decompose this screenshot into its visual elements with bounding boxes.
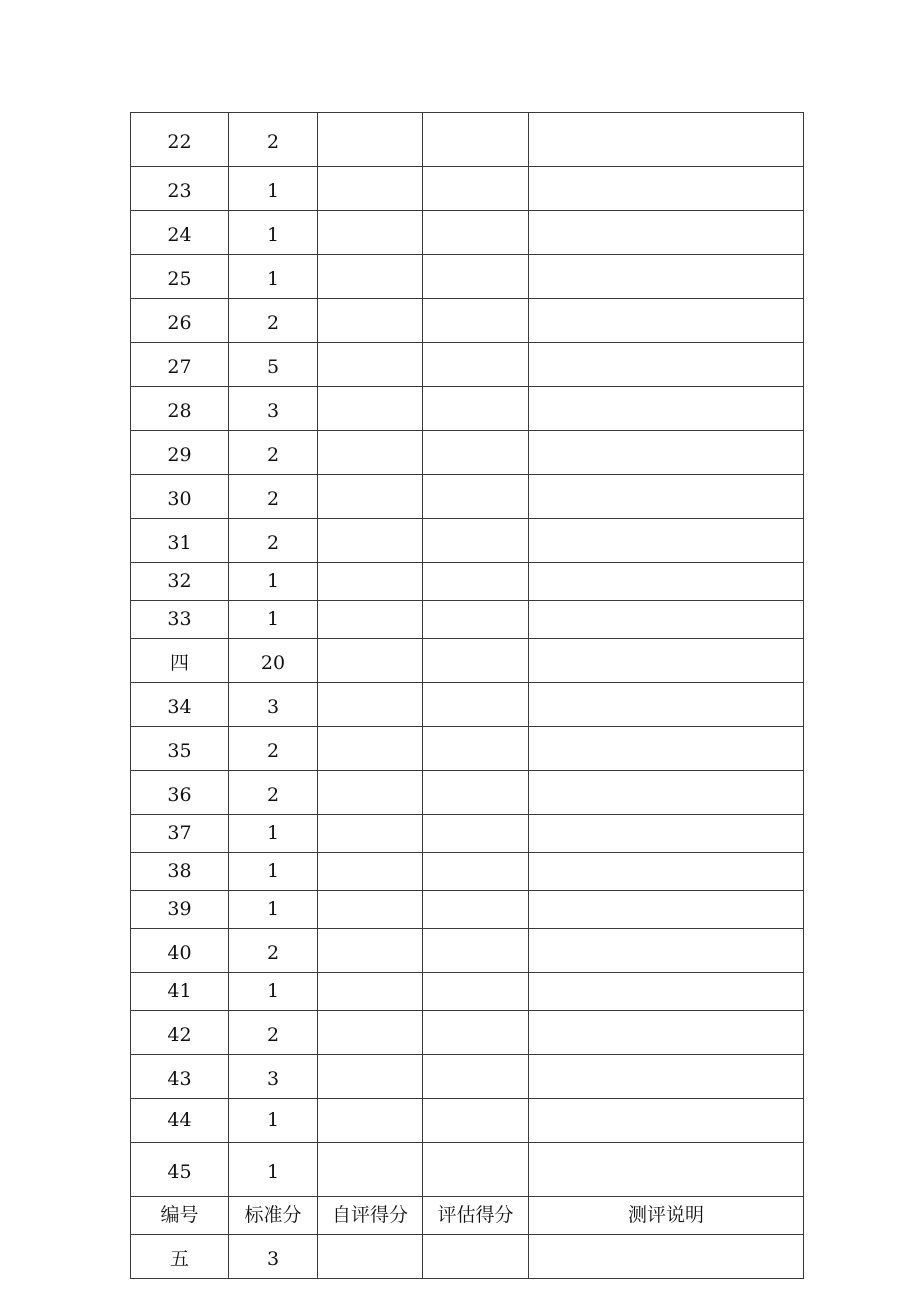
assess-score-cell[interactable] — [423, 771, 529, 815]
table-row — [131, 299, 804, 343]
note-cell[interactable] — [529, 601, 804, 639]
table-row — [131, 683, 804, 727]
note-cell[interactable] — [529, 211, 804, 255]
assess-score-cell[interactable] — [423, 601, 529, 639]
table-row — [131, 563, 804, 601]
assess-score-cell[interactable] — [423, 255, 529, 299]
table-row — [131, 255, 804, 299]
note-cell[interactable] — [529, 1055, 804, 1099]
item-id-cell: 37 — [131, 815, 229, 853]
item-id-cell: 32 — [131, 563, 229, 601]
standard-score-cell: 2 — [229, 519, 318, 563]
standard-score-cell: 3 — [229, 683, 318, 727]
note-cell[interactable] — [529, 853, 804, 891]
self-score-cell[interactable] — [318, 475, 423, 519]
assess-score-cell[interactable] — [423, 431, 529, 475]
table-row — [131, 727, 804, 771]
standard-score-cell: 1 — [229, 601, 318, 639]
item-id-cell: 42 — [131, 1011, 229, 1055]
assess-score-cell[interactable] — [423, 891, 529, 929]
assess-score-cell[interactable] — [423, 1099, 529, 1143]
item-id-cell: 41 — [131, 973, 229, 1011]
assess-score-cell[interactable] — [423, 727, 529, 771]
assess-score-cell[interactable] — [423, 929, 529, 973]
self-score-cell[interactable] — [318, 1011, 423, 1055]
table-row — [131, 343, 804, 387]
table-header-row — [131, 1197, 804, 1235]
self-score-cell[interactable] — [318, 1099, 423, 1143]
assess-score-cell[interactable] — [423, 387, 529, 431]
self-score-cell[interactable] — [318, 1235, 423, 1279]
assess-score-cell[interactable] — [423, 211, 529, 255]
self-score-cell[interactable] — [318, 343, 423, 387]
self-score-cell[interactable] — [318, 387, 423, 431]
self-score-cell[interactable] — [318, 431, 423, 475]
item-id-cell: 38 — [131, 853, 229, 891]
self-score-cell[interactable] — [318, 1143, 423, 1197]
standard-score-cell: 2 — [229, 299, 318, 343]
table-row — [131, 929, 804, 973]
note-cell[interactable] — [529, 683, 804, 727]
self-score-cell[interactable] — [318, 299, 423, 343]
table-row — [131, 431, 804, 475]
table-row — [131, 519, 804, 563]
column-header-assess: 评估得分 — [423, 1197, 529, 1235]
self-score-cell[interactable] — [318, 815, 423, 853]
standard-score-cell: 1 — [229, 211, 318, 255]
item-id-cell: 35 — [131, 727, 229, 771]
standard-score-cell: 2 — [229, 1011, 318, 1055]
self-score-cell[interactable] — [318, 255, 423, 299]
self-score-cell[interactable] — [318, 771, 423, 815]
standard-score-cell: 1 — [229, 167, 318, 211]
table-row — [131, 771, 804, 815]
item-id-cell: 22 — [131, 113, 229, 167]
note-cell[interactable] — [529, 891, 804, 929]
score-table — [130, 112, 804, 1279]
table-row — [131, 167, 804, 211]
note-cell[interactable] — [529, 973, 804, 1011]
assess-score-cell[interactable] — [423, 475, 529, 519]
assess-score-cell[interactable] — [423, 563, 529, 601]
note-cell[interactable] — [529, 431, 804, 475]
score-table-body — [131, 113, 804, 1279]
item-id-cell: 34 — [131, 683, 229, 727]
assess-score-cell[interactable] — [423, 815, 529, 853]
item-id-cell: 30 — [131, 475, 229, 519]
standard-score-cell: 1 — [229, 1143, 318, 1197]
table-row — [131, 891, 804, 929]
note-cell[interactable] — [529, 475, 804, 519]
note-cell[interactable] — [529, 1143, 804, 1197]
table-row — [131, 815, 804, 853]
assess-score-cell[interactable] — [423, 853, 529, 891]
table-row — [131, 601, 804, 639]
note-cell[interactable] — [529, 639, 804, 683]
table-row-section — [131, 1235, 804, 1279]
item-id-cell: 45 — [131, 1143, 229, 1197]
note-cell[interactable] — [529, 1099, 804, 1143]
assess-score-cell[interactable] — [423, 1235, 529, 1279]
standard-score-cell: 2 — [229, 475, 318, 519]
table-row-section — [131, 639, 804, 683]
self-score-cell[interactable] — [318, 929, 423, 973]
standard-score-cell: 3 — [229, 1235, 318, 1279]
section-id-cell: 五 — [131, 1235, 229, 1279]
self-score-cell[interactable] — [318, 683, 423, 727]
assess-score-cell[interactable] — [423, 167, 529, 211]
note-cell[interactable] — [529, 387, 804, 431]
table-row — [131, 1143, 804, 1197]
note-cell[interactable] — [529, 727, 804, 771]
standard-score-cell: 1 — [229, 563, 318, 601]
standard-score-cell: 3 — [229, 387, 318, 431]
item-id-cell: 28 — [131, 387, 229, 431]
standard-score-cell: 3 — [229, 1055, 318, 1099]
self-score-cell[interactable] — [318, 973, 423, 1011]
assess-score-cell[interactable] — [423, 683, 529, 727]
standard-score-cell: 1 — [229, 973, 318, 1011]
note-cell[interactable] — [529, 167, 804, 211]
item-id-cell: 43 — [131, 1055, 229, 1099]
self-score-cell[interactable] — [318, 563, 423, 601]
item-id-cell: 36 — [131, 771, 229, 815]
column-header-note: 测评说明 — [529, 1197, 804, 1235]
table-row — [131, 211, 804, 255]
item-id-cell: 33 — [131, 601, 229, 639]
standard-score-cell: 2 — [229, 929, 318, 973]
note-cell[interactable] — [529, 519, 804, 563]
assess-score-cell[interactable] — [423, 113, 529, 167]
item-id-cell: 25 — [131, 255, 229, 299]
standard-score-cell: 1 — [229, 255, 318, 299]
standard-score-cell: 1 — [229, 815, 318, 853]
note-cell[interactable] — [529, 1235, 804, 1279]
note-cell[interactable] — [529, 299, 804, 343]
self-score-cell[interactable] — [318, 727, 423, 771]
table-row — [131, 1011, 804, 1055]
item-id-cell: 31 — [131, 519, 229, 563]
self-score-cell[interactable] — [318, 1055, 423, 1099]
table-row — [131, 113, 804, 167]
item-id-cell: 27 — [131, 343, 229, 387]
standard-score-cell: 2 — [229, 727, 318, 771]
self-score-cell[interactable] — [318, 601, 423, 639]
note-cell[interactable] — [529, 929, 804, 973]
item-id-cell: 29 — [131, 431, 229, 475]
column-header-id: 编号 — [131, 1197, 229, 1235]
self-score-cell[interactable] — [318, 211, 423, 255]
standard-score-cell: 1 — [229, 891, 318, 929]
column-header-standard: 标准分 — [229, 1197, 318, 1235]
table-row — [131, 1055, 804, 1099]
self-score-cell[interactable] — [318, 639, 423, 683]
note-cell[interactable] — [529, 255, 804, 299]
self-score-cell[interactable] — [318, 891, 423, 929]
assess-score-cell[interactable] — [423, 343, 529, 387]
table-row — [131, 853, 804, 891]
section-id-cell: 四 — [131, 639, 229, 683]
column-header-self: 自评得分 — [318, 1197, 423, 1235]
self-score-cell[interactable] — [318, 167, 423, 211]
item-id-cell: 26 — [131, 299, 229, 343]
table-row — [131, 475, 804, 519]
assess-score-cell[interactable] — [423, 299, 529, 343]
self-score-cell[interactable] — [318, 853, 423, 891]
note-cell[interactable] — [529, 1011, 804, 1055]
standard-score-cell: 5 — [229, 343, 318, 387]
assess-score-cell[interactable] — [423, 1055, 529, 1099]
item-id-cell: 39 — [131, 891, 229, 929]
assess-score-cell[interactable] — [423, 639, 529, 683]
standard-score-cell: 1 — [229, 1099, 318, 1143]
assess-score-cell[interactable] — [423, 1143, 529, 1197]
standard-score-cell: 2 — [229, 431, 318, 475]
table-row — [131, 1099, 804, 1143]
assess-score-cell[interactable] — [423, 519, 529, 563]
item-id-cell: 23 — [131, 167, 229, 211]
note-cell[interactable] — [529, 771, 804, 815]
item-id-cell: 40 — [131, 929, 229, 973]
note-cell[interactable] — [529, 343, 804, 387]
self-score-cell[interactable] — [318, 113, 423, 167]
assess-score-cell[interactable] — [423, 973, 529, 1011]
standard-score-cell: 2 — [229, 113, 318, 167]
item-id-cell: 44 — [131, 1099, 229, 1143]
table-row — [131, 387, 804, 431]
note-cell[interactable] — [529, 113, 804, 167]
note-cell[interactable] — [529, 815, 804, 853]
standard-score-cell: 1 — [229, 853, 318, 891]
note-cell[interactable] — [529, 563, 804, 601]
standard-score-cell: 2 — [229, 771, 318, 815]
self-score-cell[interactable] — [318, 519, 423, 563]
table-row — [131, 973, 804, 1011]
standard-score-cell: 20 — [229, 639, 318, 683]
assess-score-cell[interactable] — [423, 1011, 529, 1055]
item-id-cell: 24 — [131, 211, 229, 255]
